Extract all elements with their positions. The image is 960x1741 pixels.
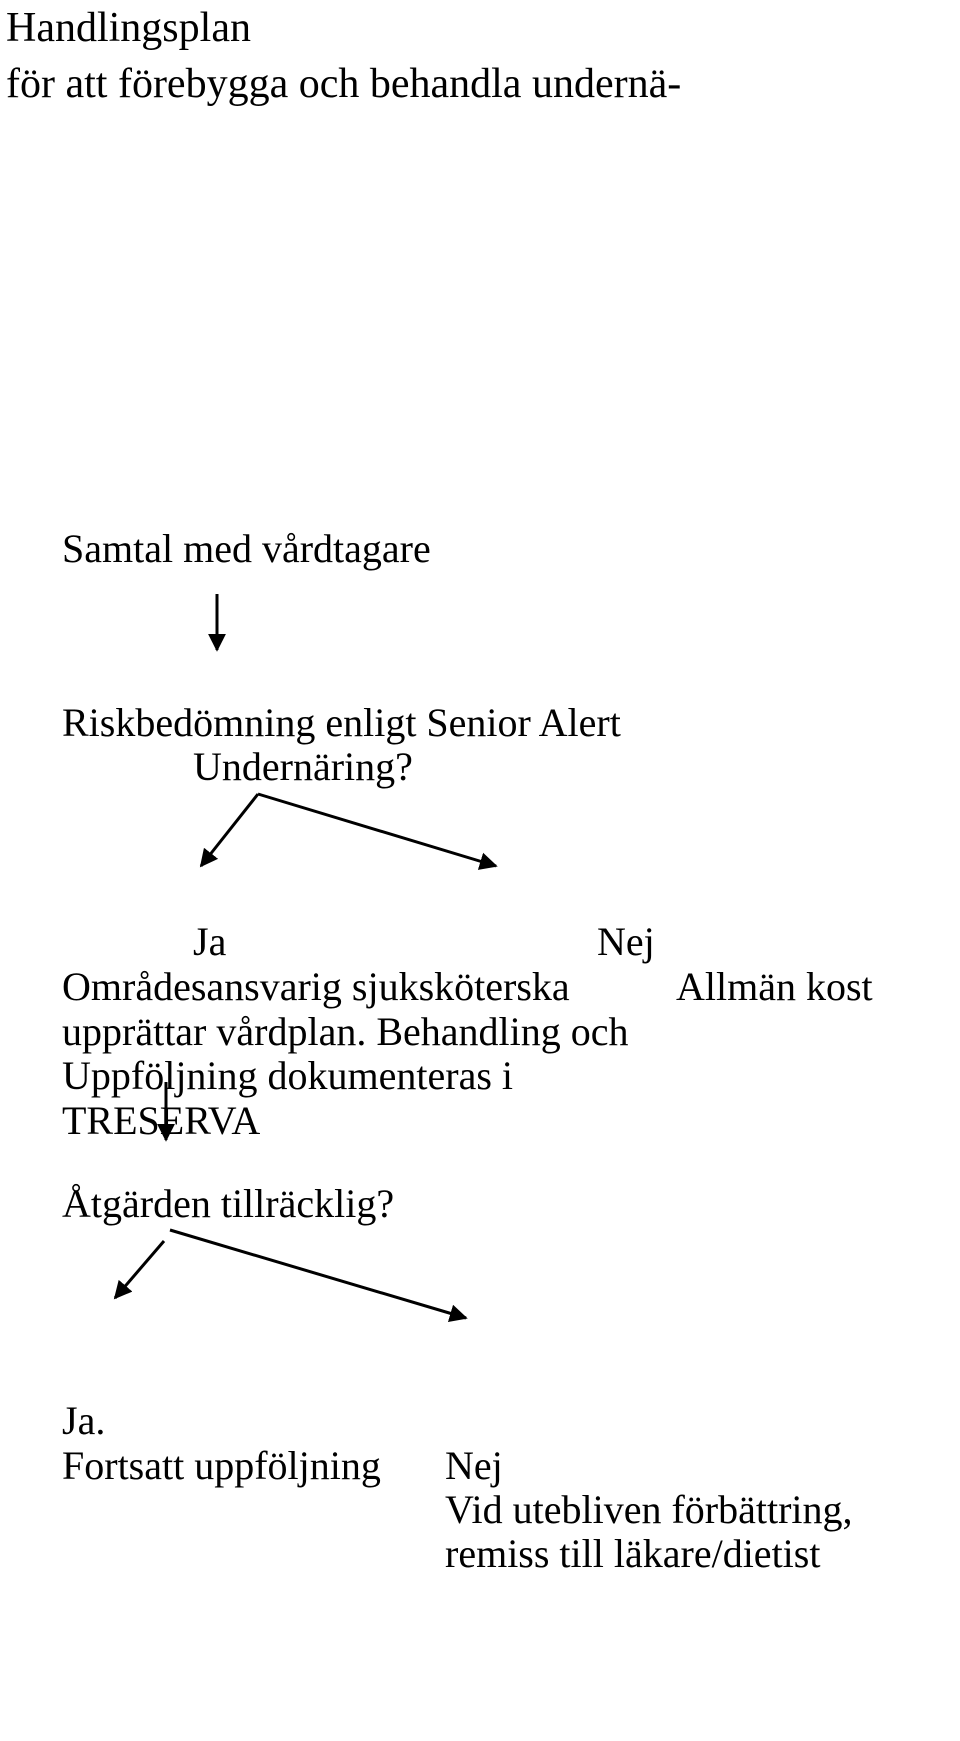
title-line-2: för att förebygga och behandla undernä-: [6, 61, 682, 107]
sufficient-question: Åtgärden tillräcklig?: [62, 1181, 395, 1226]
branch1-yes-text-line-1: Områdesansvarig sjuksköterska: [62, 964, 570, 1009]
step-risk-assessment: Riskbedömning enligt Senior Alert: [62, 700, 621, 745]
arrow-malnutrition-yes: [201, 794, 258, 866]
branch1-yes-text-line-2: upprättar vårdplan. Behandling och: [62, 1009, 629, 1054]
arrow-sufficient-no: [170, 1230, 466, 1318]
branch1-no-text: Allmän kost: [676, 964, 873, 1009]
branch1-yes-label: Ja: [193, 919, 227, 964]
branch2-yes-label: Ja.: [62, 1398, 106, 1443]
branch2-no-text-line-1: Vid utebliven förbättring,: [445, 1487, 853, 1532]
branch1-yes-text-line-4: TRESERVA: [62, 1098, 261, 1143]
branch2-no-label: Nej: [445, 1443, 503, 1488]
title-line-1: Handlingsplan: [6, 5, 251, 51]
arrow-sufficient-yes: [115, 1241, 164, 1298]
branch1-yes-text-line-3: Uppföljning dokumenteras i: [62, 1053, 514, 1098]
arrow-malnutrition-no: [258, 794, 496, 866]
step-conversation: Samtal med vårdtagare: [62, 526, 431, 571]
branch1-no-label: Nej: [597, 919, 655, 964]
branch2-no-text-line-2: remiss till läkare/dietist: [445, 1531, 821, 1576]
branch2-yes-text: Fortsatt uppföljning: [62, 1443, 381, 1488]
malnutrition-question: Undernäring?: [193, 744, 413, 789]
